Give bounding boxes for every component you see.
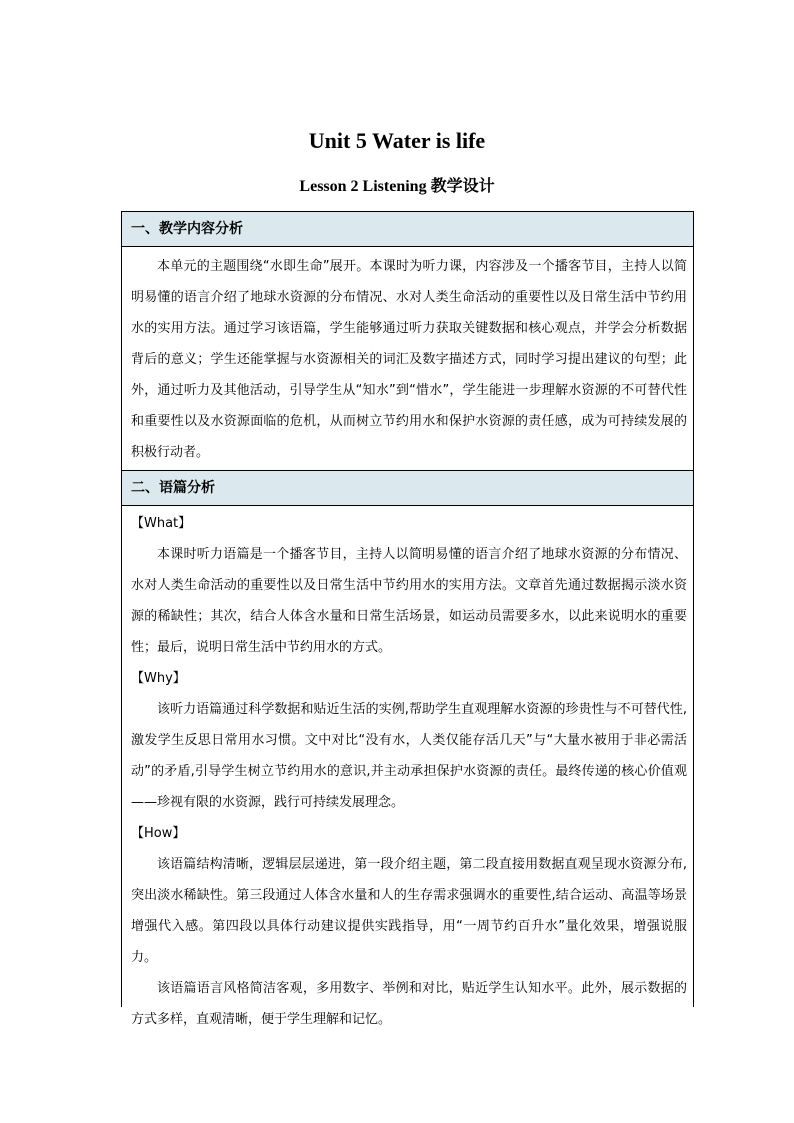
how-label: 【How】	[131, 826, 186, 841]
content-analysis-paragraph: 本单元的主题围绕“水即生命”展开。本课时为听力课，内容涉及一个播客节目，主持人以简明易懂的语言介绍了地球水资源的分布情况、水对人类生命活动的重要性以及日常生活中节约用水的实用方法。通过学习该语篇，学生能够通过听力获取关键数据和核心观点，并学会分析数据背后的意义；学生还能掌握与水资源相关的词汇及数字描述方式，同时学习提出建议的句型；此外，通过听力及其他活动，引导学生从“知水”到“惜水”，学生能进一步理解水资源的不可替代性和重要性以及水资源面临的危机，从而树立节约用水和保护水资源的责任感，成为可持续发展的积极行动者。	[131, 259, 687, 460]
what-label: 【What】	[131, 516, 192, 531]
section-body-text-analysis	[122, 506, 693, 1035]
section-body-content-analysis	[122, 247, 693, 471]
document-subtitle: Lesson 2 Listening 教学设计	[299, 178, 495, 195]
lesson-design-table	[121, 211, 694, 1027]
document-title: Unit 5 Water is life	[308, 128, 486, 153]
why-paragraph: 该听力语篇通过科学数据和贴近生活的实例,帮助学生直观理解水资源的珍贵性与不可替代性,激发学生反思日常用水习惯。文中对比“没有水，人类仅能存活几天”与“大量水被用于非必需活动”的矛盾,引导学生树立节约用水的意识,并主动承担保护水资源的责任。最终传递的核心价值观——珍视有限的水资源，践行可持续发展理念。	[131, 702, 687, 810]
section-heading-content-analysis: 一、教学内容分析	[122, 212, 693, 247]
section-heading-text-analysis: 二、语篇分析	[122, 471, 693, 506]
how-paragraph-2: 该语篇语言风格简洁客观，多用数字、举例和对比，贴近学生认知水平。此外，展示数据的方式多样，直观清晰，便于学生理解和记忆。	[131, 981, 687, 1027]
why-label: 【Why】	[131, 671, 186, 686]
what-paragraph: 本课时听力语篇是一个播客节目，主持人以简明易懂的语言介绍了地球水资源的分布情况、水对人类生命活动的重要性以及日常生活中节约用水的实用方法。文章首先通过数据揭示淡水资源的稀缺性；其次，结合人体含水量和日常生活场景，如运动员需要多水，以此来说明水的重要性；最后，说明日常生活中节约用水的方式。	[131, 547, 687, 655]
how-paragraph-1: 该语篇结构清晰，逻辑层层递进，第一段介绍主题，第二段直接用数据直观呈现水资源分布,突出淡水稀缺性。第三段通过人体含水量和人的生存需求强调水的重要性,结合运动、高温等场景增强代入感。第四段以具体行动建议提供实践指导，用“一周节约百升水”量化效果，增强说服力。	[131, 857, 687, 965]
